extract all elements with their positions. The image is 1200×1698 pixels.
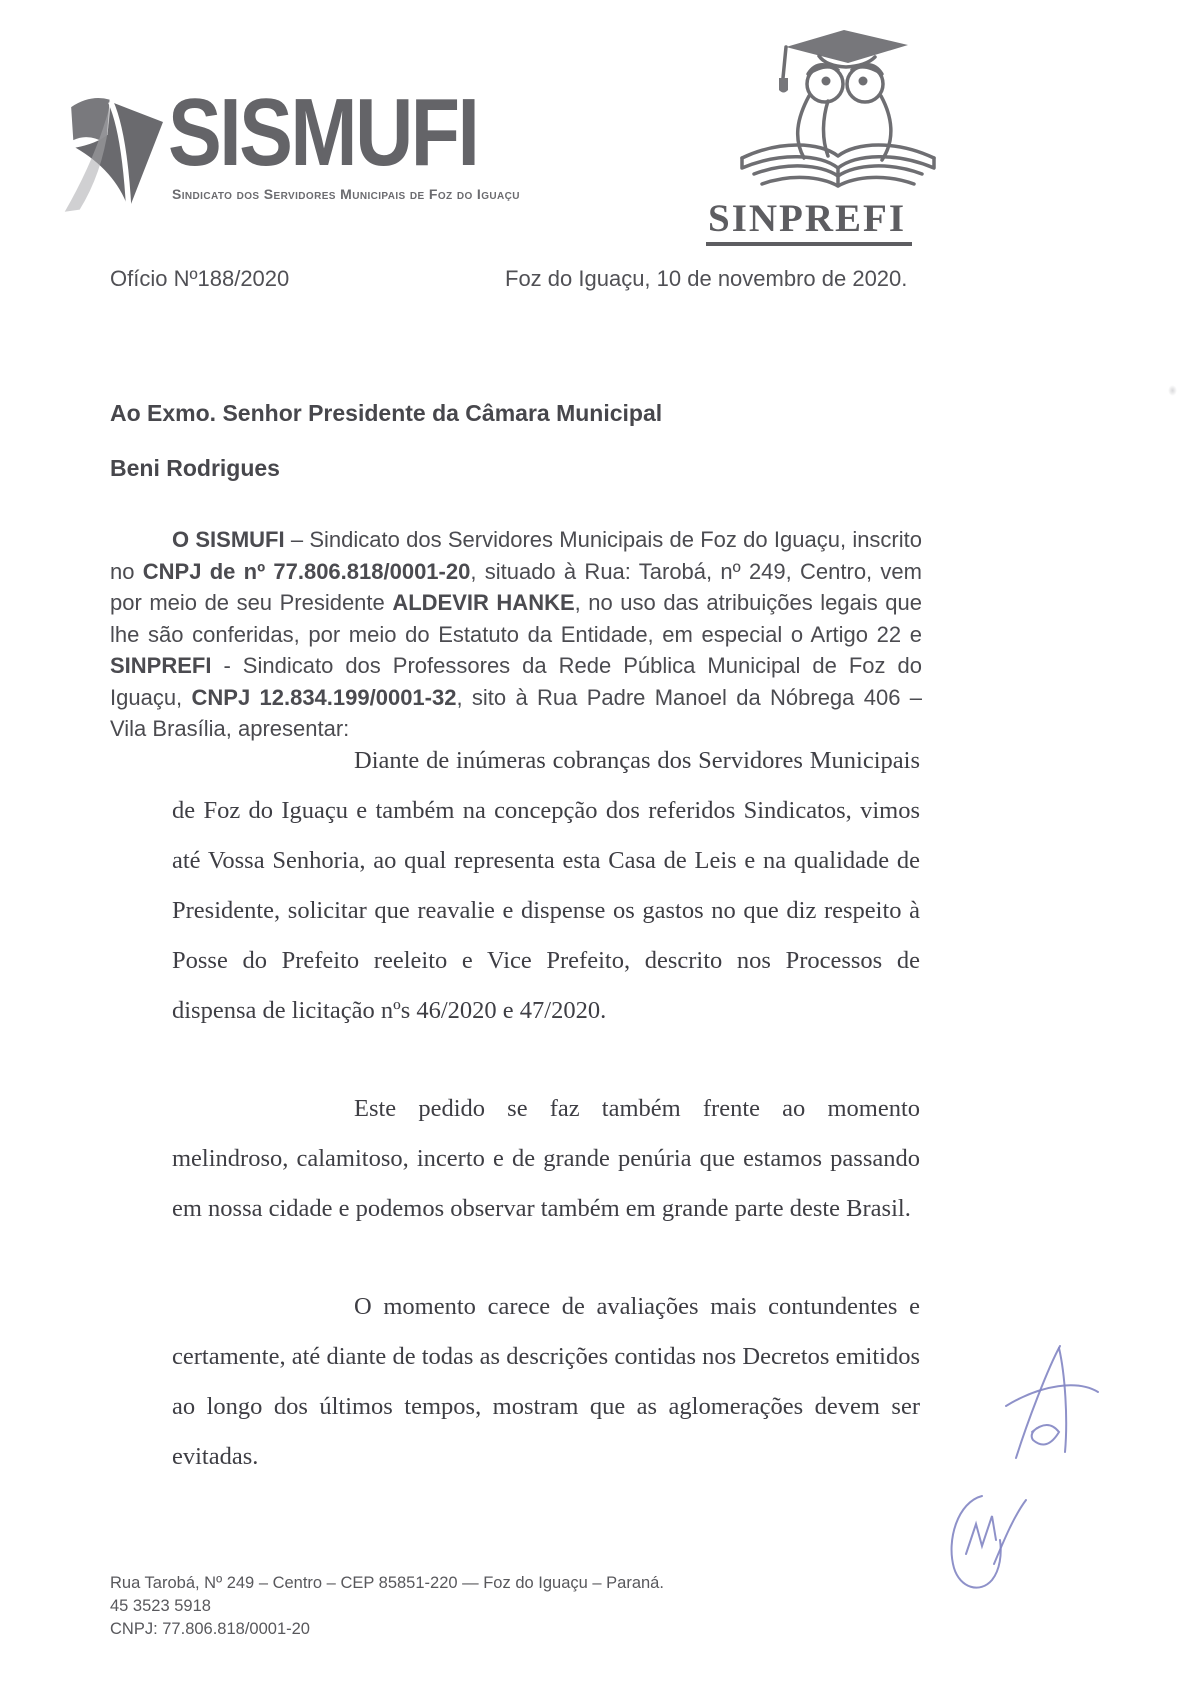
sinprefi-owl-logo-icon [726,28,950,204]
scan-artifact [1168,385,1177,396]
sinprefi-wordmark: SINPREFI [706,196,912,246]
footer-address: Rua Tarobá, Nº 249 – Centro – CEP 85851-220 — Foz do Iguaçu – Paraná. [110,1574,664,1592]
body-paragraph-4: O momento carece de avaliações mais contundentes e certamente, até diante de todas as descrições contidas nos Decretos emitidos ao longo dos últimos tempos, mostram que as aglomerações devem ser evitadas. [172,1293,920,1470]
oficio-number: Ofício Nº188/2020 [110,266,290,291]
handwritten-initials-icon [1002,1340,1102,1475]
recipient-title: Ao Exmo. Senhor Presidente da Câmara Municipal [110,400,663,426]
footer-cnpj: CNPJ: 77.806.818/0001-20 [110,1620,310,1638]
handwritten-signature-icon [942,1488,1034,1606]
sismufi-wordmark: SISMUFI [168,79,478,186]
sismufi-flag-logo-icon [62,90,170,216]
dateline: Foz do Iguaçu, 10 de novembro de 2020. [505,266,908,291]
intro-paragraph: O SISMUFI – Sindicato dos Servidores Municipais de Foz do Iguaçu, inscrito no CNPJ de nº 77.806.818/0001-20, situado à Rua: Tarobá, nº 249, Centro, vem por meio de seu Presidente ALDEVIR HANKE, no uso das atribuições legais que lhe são conferidas, por meio do Estatuto da Entidade, em especial o Artigo 22 e SINPREFI - Sindicato dos Professores da Rede Pública Municipal de Foz do Iguaçu, CNPJ 12.834.199/0001-32, sito à Rua Padre Manoel da Nóbrega 406 – Vila Brasília, apresentar: [110,527,922,741]
sismufi-tagline: Sindicato dos Servidores Municipais de Foz do Iguaçu [172,186,520,202]
body-paragraph-3: Este pedido se faz também frente ao momento melindroso, calamitoso, incerto e de grande penúria que estamos passando em nossa cidade e podemos observar também em grande parte deste Brasil. [172,1095,920,1222]
body-paragraph-2: Diante de inúmeras cobranças dos Servidores Municipais de Foz do Iguaçu e também na concepção dos referidos Sindicatos, vimos até Vossa Senhoria, ao qual representa esta Casa de Leis e na qualidade de Presidente, solicitar que reavalie e dispense os gastos no que diz respeito à Posse do Prefeito reeleito e Vice Prefeito, descrito nos Processos de dispensa de licitação nºs 46/2020 e 47/2020. [172,747,920,1024]
letter-footer [110,1572,664,1641]
footer-phone: 45 3523 5918 [110,1597,211,1615]
body-text-block [172,736,920,1482]
recipient-name: Beni Rodrigues [110,455,280,481]
